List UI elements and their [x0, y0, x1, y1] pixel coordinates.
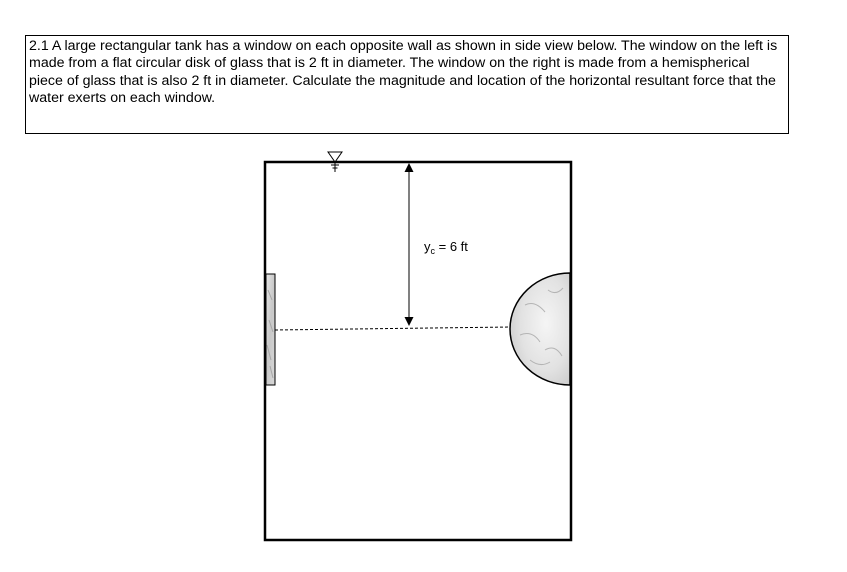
depth-subscript: c: [430, 246, 435, 256]
depth-symbol: y: [424, 239, 431, 254]
left-flat-window: [266, 274, 275, 385]
problem-text: 2.1 A large rectangular tank has a window on each opposite wall as shown in side view below. The window on the left is made from a flat circular disk of glass that is 2 ft in diameter. The window on the right is made from a hemispherical piece of glass that is also 2 ft in diameter. Calculate the magnitude and location of the horizontal resultant force that the water exerts on each window.: [29, 38, 778, 107]
depth-value: = 6 ft: [435, 239, 468, 254]
